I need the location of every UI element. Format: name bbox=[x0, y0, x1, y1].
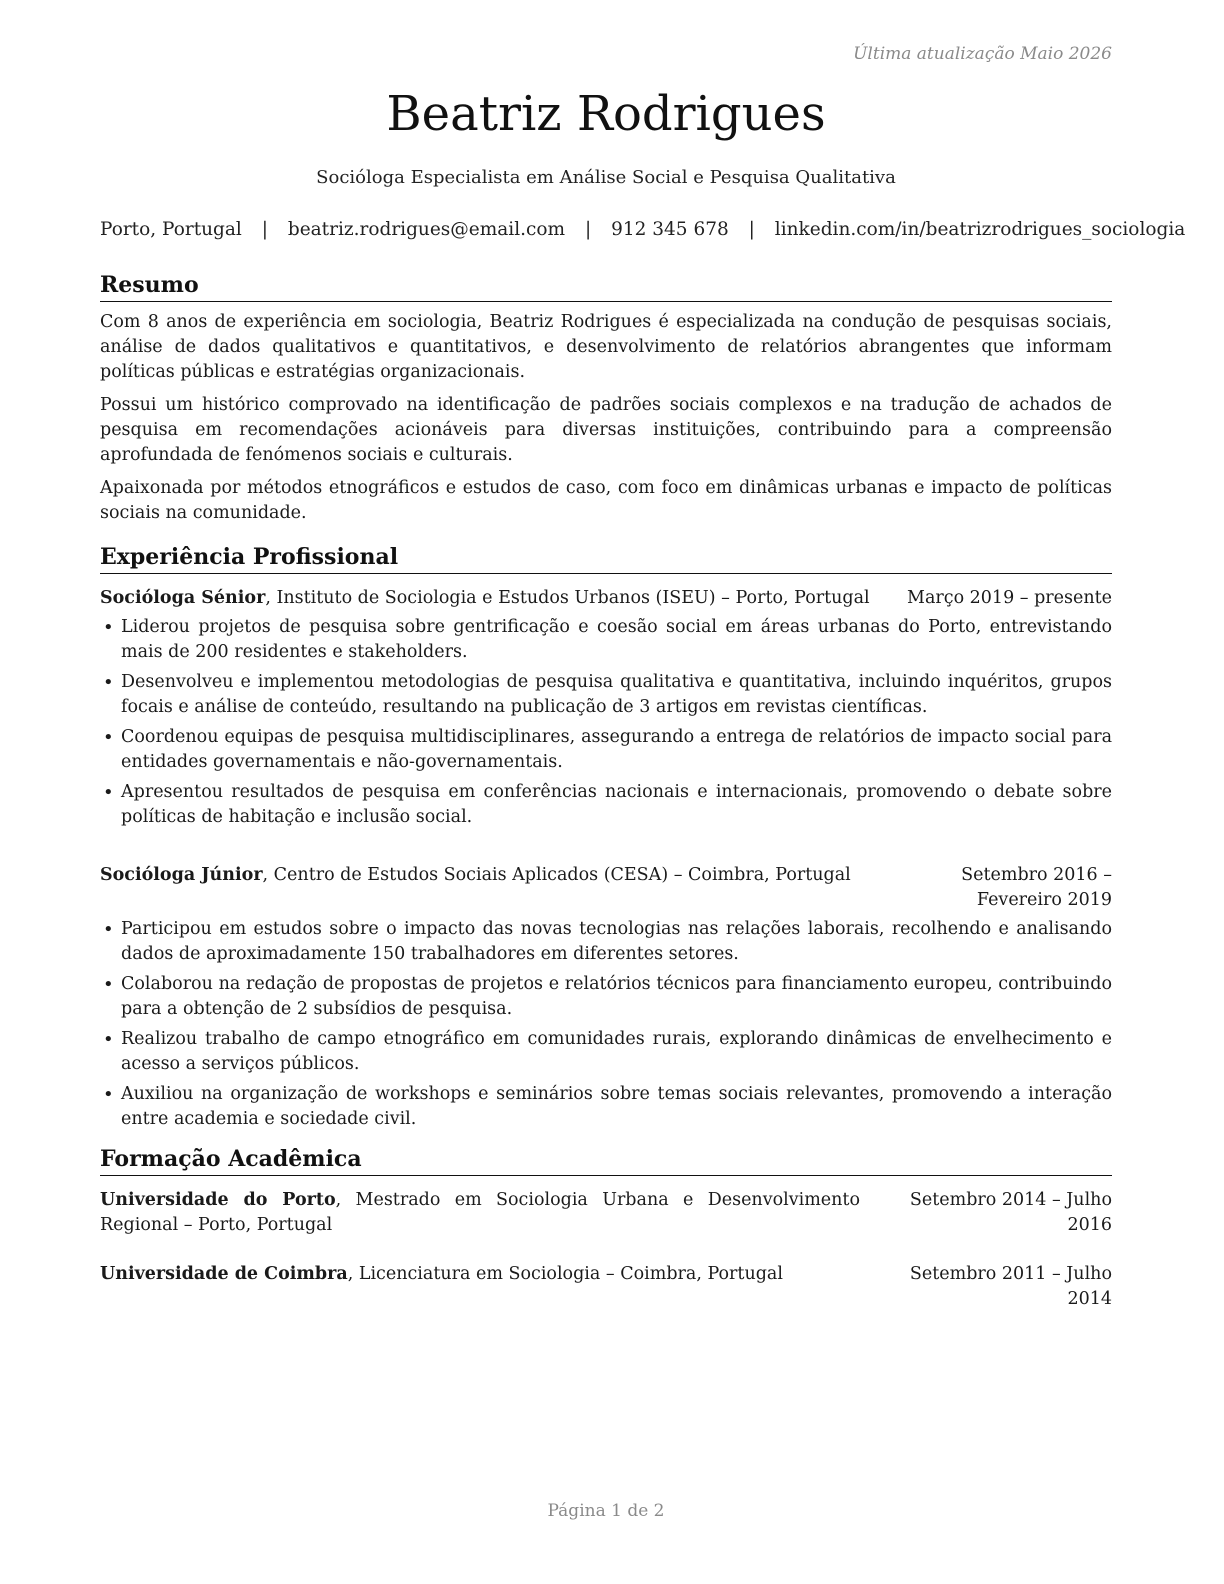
job-title-line bbox=[100, 863, 860, 913]
experience-section bbox=[100, 542, 1112, 1132]
job-dates: Março 2019 – presente bbox=[907, 588, 1112, 608]
summary-paragraph: Com 8 anos de experiência em sociologia, Beatriz Rodrigues é especializada na condução de pesquisas sociais, análise de dados qualitativos e quantitativos, e desenvolvimento de relatórios abrangentes que informam políticas públicas e estratégias organizacionais. bbox=[100, 312, 1112, 382]
education-line bbox=[100, 1188, 860, 1238]
headline: Socióloga Especialista em Análise Social e Pesquisa Qualitativa bbox=[316, 167, 896, 188]
page-number: Página 1 de 2 bbox=[547, 1501, 665, 1521]
education-degree: , Licenciatura em Sociologia – Coimbra, Portugal bbox=[347, 1264, 783, 1284]
summary-paragraph: Apaixonada por métodos etnográficos e estudos de caso, com foco em dinâmicas urbanas e impacto de políticas sociais na comunidade. bbox=[100, 478, 1112, 523]
job-organization: , Centro de Estudos Sociais Aplicados (CESA) – Coimbra, Portugal bbox=[262, 865, 851, 885]
contact-email[interactable]: beatriz.rodrigues@email.com bbox=[287, 219, 566, 240]
education-school: Universidade do Porto bbox=[100, 1190, 336, 1210]
education-school: Universidade de Coimbra bbox=[100, 1264, 348, 1284]
resume-content bbox=[100, 270, 1112, 1322]
education-dates: Setembro 2011 – Julho 2014 bbox=[909, 1264, 1112, 1309]
job-organization: , Instituto de Sociologia e Estudos Urbanos (ISEU) – Porto, Portugal bbox=[265, 588, 870, 608]
education-entry bbox=[100, 1188, 1112, 1238]
list-item: • Liderou projetos de pesquisa sobre gentrificação e coesão social em áreas urbanas do Porto, entrevistando mais de 200 residentes e stakeholders. bbox=[100, 615, 1112, 665]
job-header bbox=[100, 863, 1112, 913]
list-item: • Apresentou resultados de pesquisa em conferências nacionais e internacionais, promovendo o debate sobre políticas de habitação e inclusão social. bbox=[100, 780, 1112, 830]
list-item: • Coordenou equipas de pesquisa multidisciplinares, assegurando a entrega de relatórios de impacto social para entidades governamentais e não-governamentais. bbox=[100, 725, 1112, 775]
contact-phone: 912 345 678 bbox=[611, 219, 729, 240]
education-dates: Setembro 2014 – Julho 2016 bbox=[909, 1190, 1112, 1235]
job-bullets bbox=[100, 615, 1112, 830]
summary-paragraph: Possui um histórico comprovado na identificação de padrões sociais complexos e na tradução de achados de pesquisa em recomendações acionáveis para diversas instituições, contribuindo para a compreensão aprofundada de fenómenos sociais e culturais. bbox=[100, 395, 1112, 465]
contact-separator: | bbox=[748, 219, 755, 240]
job-dates: Setembro 2016 – Fevereiro 2019 bbox=[961, 865, 1112, 910]
education-line bbox=[100, 1262, 860, 1312]
list-item: • Auxiliou na organização de workshops e seminários sobre temas sociais relevantes, promovendo a interação entre academia e sociedade civil. bbox=[100, 1082, 1112, 1132]
resume-page bbox=[100, 0, 1186, 1584]
list-item: • Realizou trabalho de campo etnográfico em comunidades rurais, explorando dinâmicas de envelhecimento e acesso a serviços públicos. bbox=[100, 1027, 1112, 1077]
contact-separator: | bbox=[261, 219, 268, 240]
section-title-experience: Experiência Profissional bbox=[100, 542, 1112, 574]
education-section bbox=[100, 1144, 1112, 1312]
job-role: Socióloga Júnior bbox=[100, 865, 263, 885]
candidate-name: Beatriz Rodrigues bbox=[386, 86, 826, 142]
list-item: • Participou em estudos sobre o impacto das novas tecnologias nas relações laborais, recolhendo e analisando dados de aproximadamente 150 trabalhadores em diferentes setores. bbox=[100, 917, 1112, 967]
contact-line bbox=[100, 219, 1186, 240]
last-updated: Última atualização Maio 2026 bbox=[853, 44, 1112, 64]
list-item: • Desenvolveu e implementou metodologias de pesquisa qualitativa e quantitativa, incluindo inquéritos, grupos focais e análise de conteúdo, resultando na publicação de 3 artigos em revistas científicas. bbox=[100, 670, 1112, 720]
job-bullets bbox=[100, 917, 1112, 1132]
job-title-line bbox=[100, 586, 887, 611]
job-role: Socióloga Sénior bbox=[100, 588, 266, 608]
contact-location: Porto, Portugal bbox=[100, 219, 242, 240]
section-title-education: Formação Acadêmica bbox=[100, 1144, 1112, 1176]
contact-linkedin[interactable]: linkedin.com/in/beatrizrodrigues_sociologia bbox=[774, 219, 1186, 240]
education-degree: , Mestrado em Sociologia Urbana e Desenvolvimento Regional – Porto, Portugal bbox=[100, 1190, 860, 1235]
job-header bbox=[100, 586, 1112, 611]
contact-separator: | bbox=[584, 219, 592, 240]
section-title-summary: Resumo bbox=[100, 270, 1112, 302]
list-item: • Colaborou na redação de propostas de projetos e relatórios técnicos para financiamento europeu, contribuindo para a obtenção de 2 subsídios de pesquisa. bbox=[100, 972, 1112, 1022]
education-entry bbox=[100, 1262, 1112, 1312]
summary-section bbox=[100, 270, 1112, 526]
